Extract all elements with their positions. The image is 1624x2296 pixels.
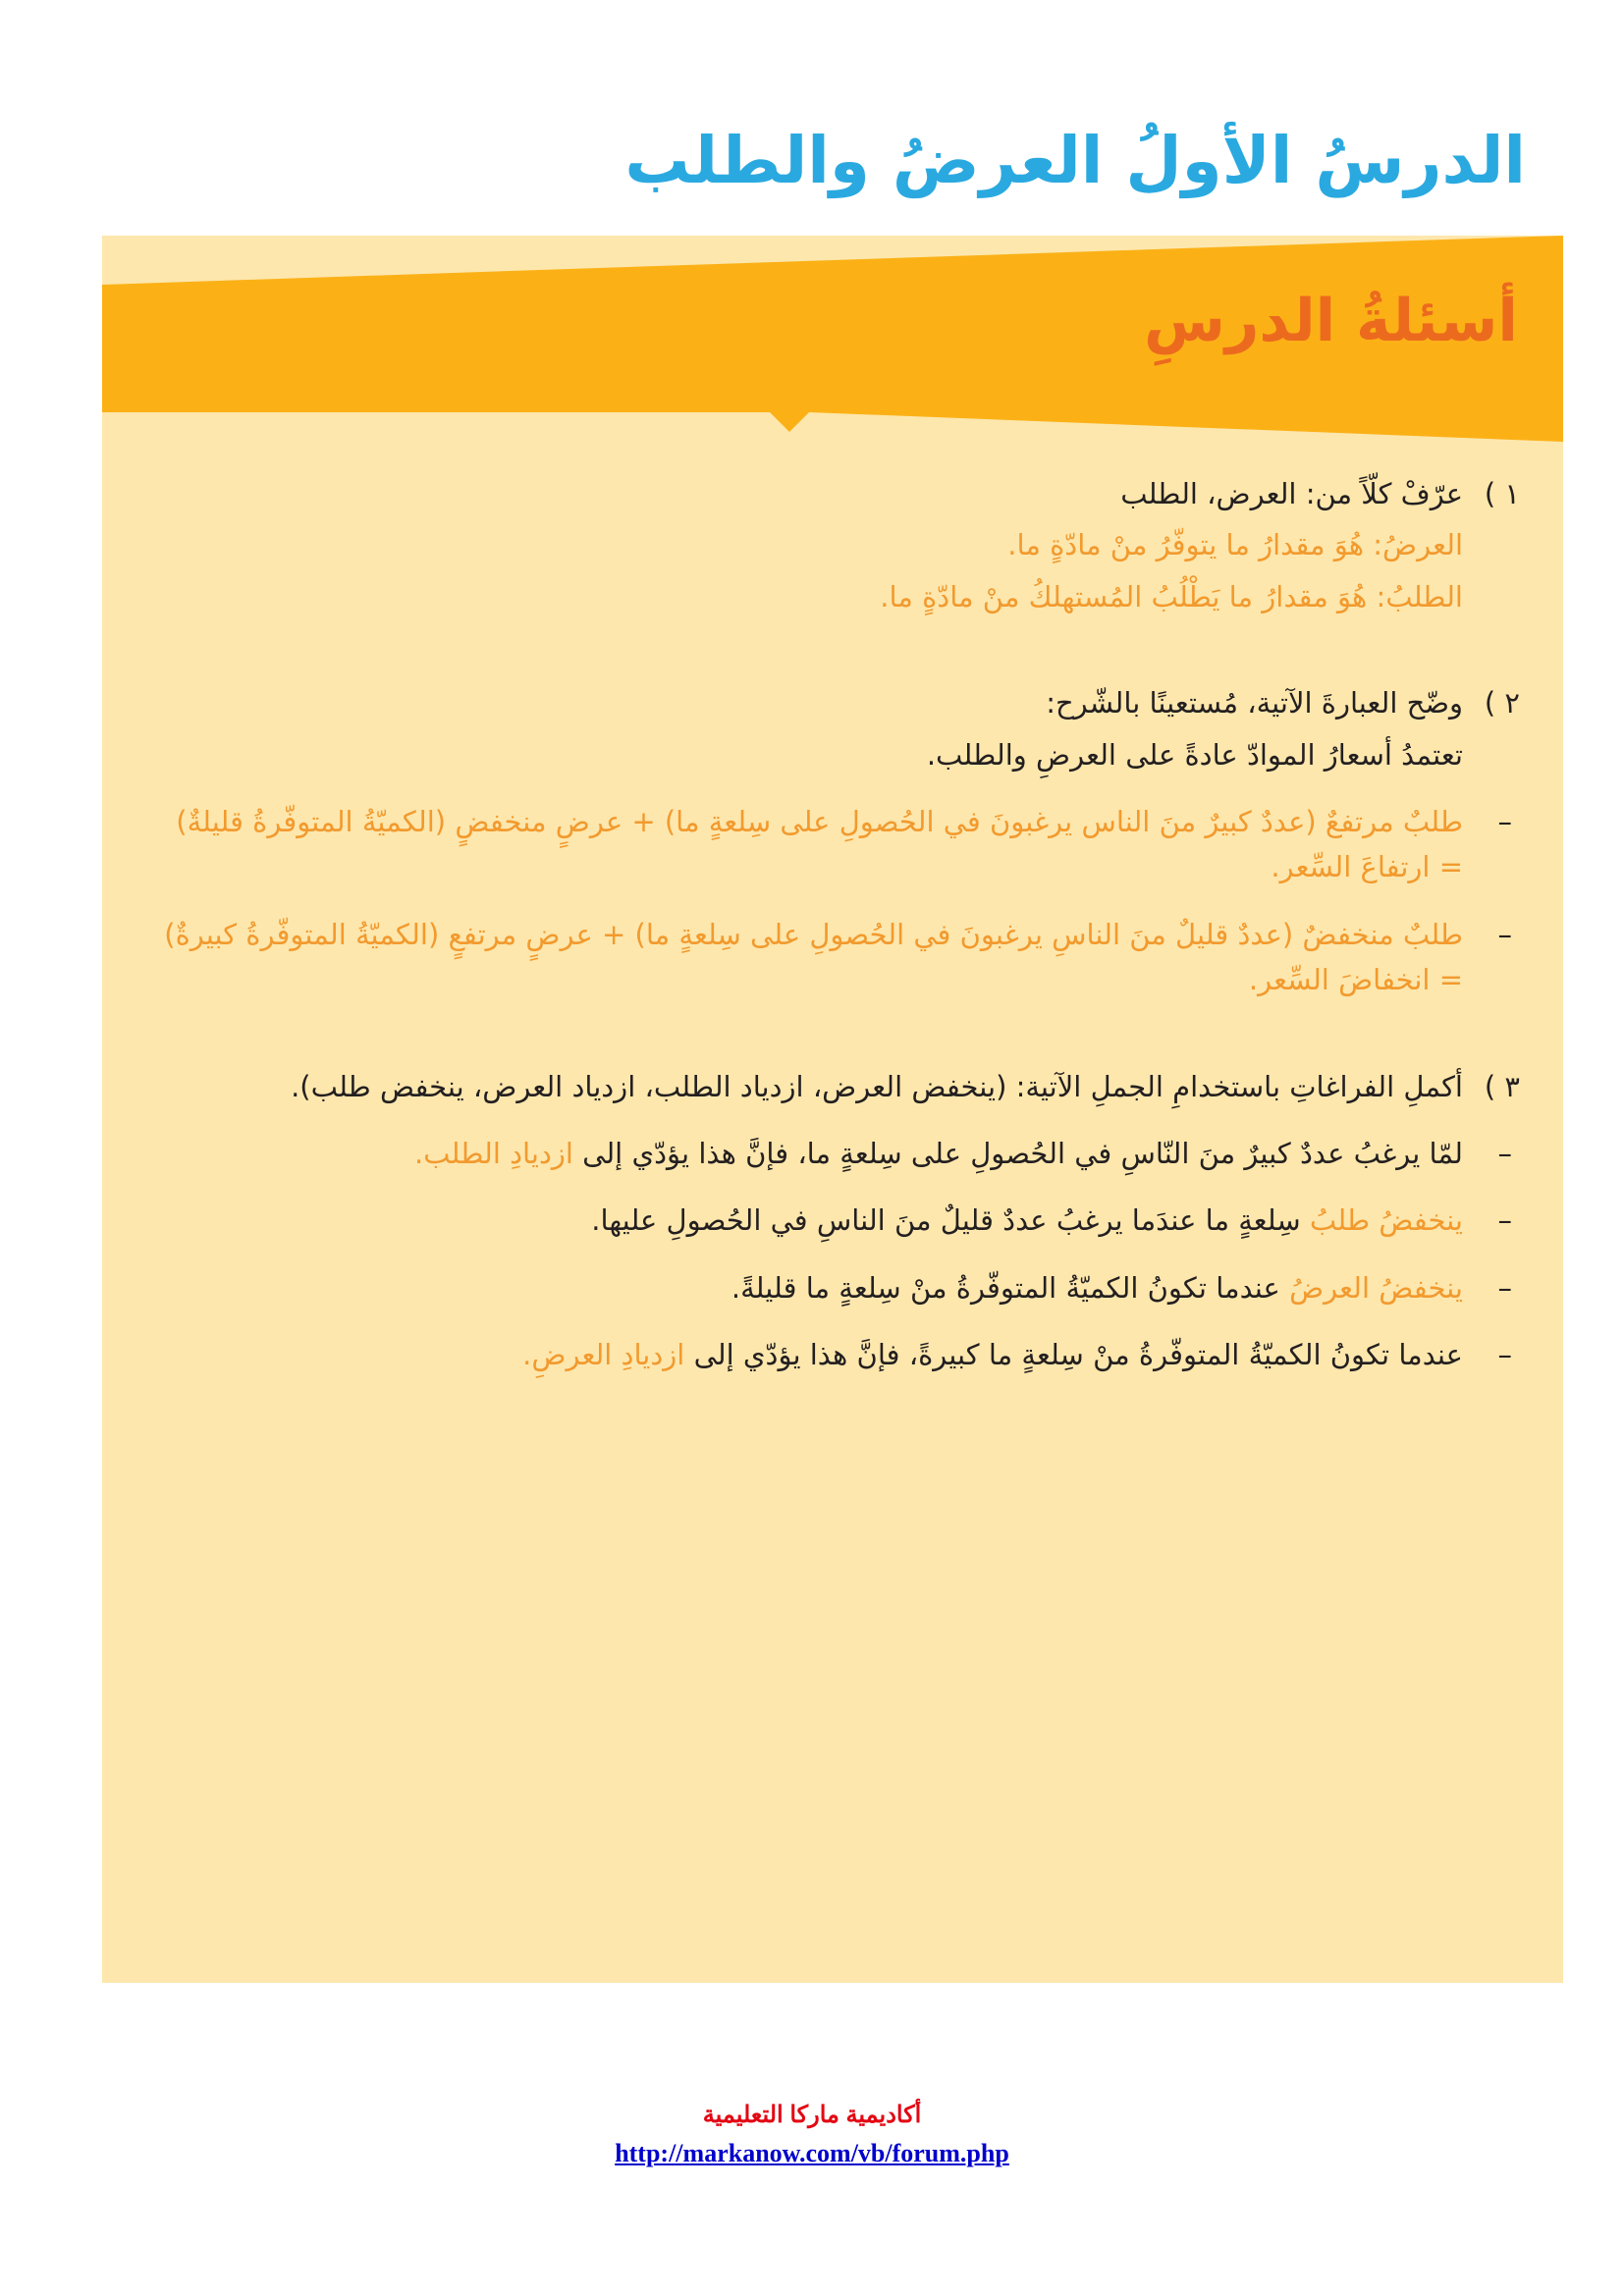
question-prompt: وضّح العبارةَ الآتية، مُستعينًا بالشّرح:: [1046, 686, 1463, 721]
answer-supply-definition: العرضُ: هُوَ مقدارُ ما يتوفّرُ منْ مادّةٍ ما.: [1007, 528, 1463, 562]
answer-low-demand: – طلبٌ منخفضٌ (عددٌ قليلٌ منَ الناسِ يرغبونَ في الحُصولِ على سِلعةٍ ما) + عرضٍ مرتفعٍ (الكميّةُ المتوفّرةُ كبيرةٌ) = انخفاضَ السِّعر.: [145, 912, 1520, 1003]
question-2: [145, 680, 1520, 725]
fill-text-before: عندما تكونُ الكميّةُ المتوفّرةُ منْ سِلعةٍ ما كبيرةً، فإنَّ هذا يؤدّي إلى: [684, 1338, 1463, 1372]
fill-item-2: [145, 1198, 1520, 1243]
fill-answer: ينخفضُ العرضُ: [1289, 1270, 1463, 1305]
page-title: الدرسُ الأولُ العرضُ والطلب: [624, 123, 1526, 198]
question-number: ١ ): [1484, 477, 1520, 510]
answer-high-demand: – طلبٌ مرتفعٌ (عددٌ كبيرٌ منَ الناس يرغبونَ في الحُصولِ على سِلعةٍ ما) + عرضٍ منخفضٍ (الكميّةُ المتوفّرةُ قليلةٌ) = ارتفاعَ السِّعر.: [145, 799, 1520, 890]
fill-answer: ازديادِ الطلب.: [413, 1136, 573, 1170]
question-1: [145, 471, 1520, 516]
questions-content: [145, 471, 1520, 1377]
question-prompt: عرّفْ كلّاً من: العرض، الطلب: [1120, 477, 1463, 510]
footer: [0, 2101, 1624, 2168]
footer-academy-name: أكاديمية ماركا التعليمية: [702, 2102, 922, 2128]
fill-item-3: [145, 1265, 1520, 1310]
fill-text-after: سِلعةٍ ما عندَما يرغبُ عددٌ قليلٌ منَ الناسِ في الحُصولِ عليها.: [591, 1203, 1310, 1238]
footer-forum-link[interactable]: http://markanow.com/vb/forum.php: [615, 2139, 1009, 2167]
fill-item-1: [145, 1131, 1520, 1176]
section-title: أسئلةُ الدرسِ: [1144, 287, 1518, 355]
question-3: [145, 1064, 1520, 1109]
lesson-questions-panel: [102, 236, 1563, 1983]
answer-demand-definition: الطلبُ: هُوَ مقدارُ ما يَطْلُبُ المُستهلكُ منْ مادّةٍ ما.: [880, 579, 1463, 614]
fill-text-after: عندما تكونُ الكميّةُ المتوفّرةُ منْ سِلعةٍ ما قليلةً.: [731, 1270, 1290, 1305]
question-number: ٢ ): [1484, 686, 1520, 721]
question-prompt: أكملِ الفراغاتِ باستخدامِ الجملِ الآتية: (ينخفض العرض، ازدياد الطلب، ازدياد العرض، ينخفض طلب).: [291, 1069, 1463, 1103]
fill-item-4: [145, 1332, 1520, 1377]
fill-text-before: لمّا يرغبُ عددٌ كبيرٌ منَ النّاسِ في الحُصولِ على سِلعةٍ ما، فإنَّ هذا يؤدّي إلى: [572, 1136, 1463, 1170]
question-number: ٣ ): [1484, 1069, 1520, 1103]
fill-answer: ازديادِ العرضِ.: [522, 1338, 685, 1372]
fill-answer: ينخفضُ طلبُ: [1309, 1203, 1463, 1238]
question-statement: تعتمدُ أسعارُ الموادّ عادةً على العرضِ والطلب.: [926, 737, 1463, 772]
